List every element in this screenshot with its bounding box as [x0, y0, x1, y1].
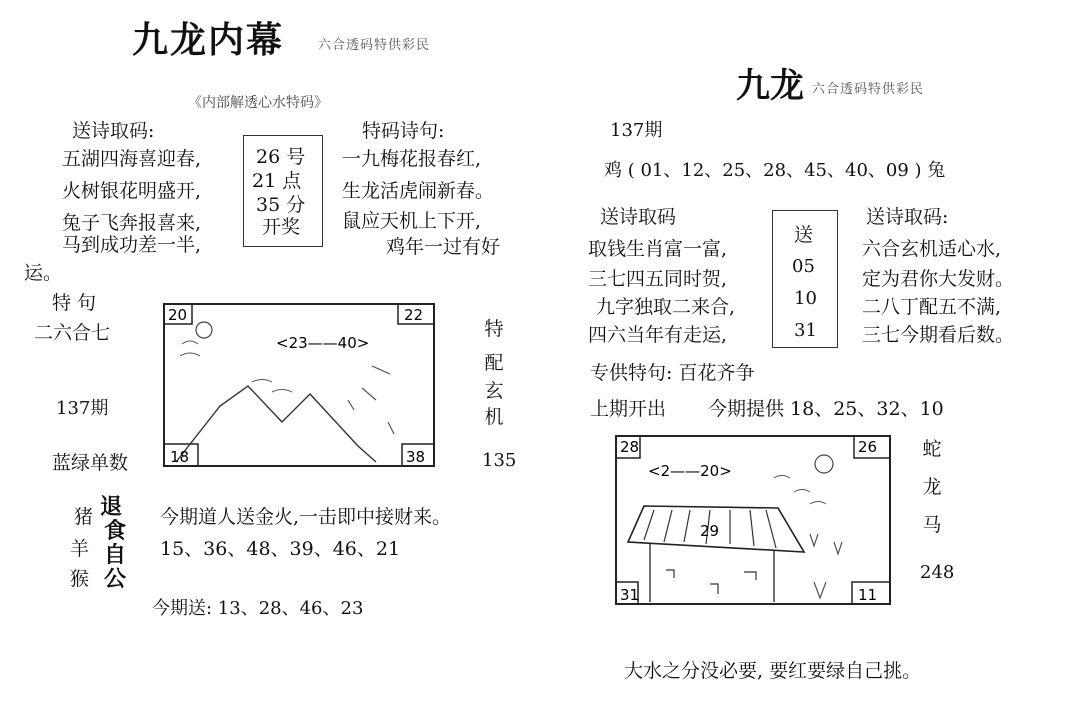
draw-box-line: 21 点	[252, 170, 302, 192]
stacked-char: 食	[104, 518, 127, 544]
left-subheading: 《内部解透心水特码》	[188, 95, 328, 111]
right-poem-b-line: 三七今期看后数。	[862, 324, 1015, 346]
sketch-range-label: <23——40>	[276, 334, 370, 352]
sketch-corner-label: 28	[620, 438, 640, 456]
stacked-char: 公	[104, 566, 127, 592]
left-poem-send-line: 马到成功差一半,	[62, 234, 202, 256]
left-title-sub: 六合透码特供彩民	[318, 38, 431, 53]
left-poem-special-line: 生龙活虎闹新春。	[342, 180, 495, 202]
right-poem-b-line: 定为君你大发财。	[862, 268, 1015, 290]
draw-box-line: 35 分	[256, 194, 306, 216]
sun-icon	[815, 455, 833, 473]
vertical-char: 玄	[484, 380, 504, 402]
right-poem-a-line: 取钱生肖富一富,	[588, 238, 728, 260]
provide-numbers: 今期提供 18、25、32、10	[708, 398, 944, 420]
right-sketch-drawing	[614, 434, 892, 606]
chicken-line: 鸡 ( 01、12、25、28、45、40、09 ) 兔	[604, 160, 946, 181]
left-right-number: 135	[482, 450, 517, 471]
special-label: 特 句	[52, 292, 97, 314]
left-poem-send-line: 火树银花明盛开,	[62, 180, 202, 202]
right-poem-a-line: 三七四五同时贺,	[588, 268, 728, 290]
mountain-lines	[176, 386, 376, 462]
stacked-char: 退	[100, 494, 123, 520]
send-box-line: 10	[794, 288, 817, 309]
send-box-line: 31	[794, 320, 817, 341]
right-number: 248	[920, 562, 955, 583]
sun-icon	[196, 322, 212, 338]
right-poem-b-line: 六合玄机适心水,	[862, 238, 1002, 260]
left-poem-send-line: 五湖四海喜迎春,	[62, 148, 202, 170]
draw-box-line: 26 号	[256, 146, 306, 168]
right-animal: 龙	[922, 476, 942, 498]
sketch-range-label: <2——20>	[648, 462, 732, 480]
left-sketch-drawing	[162, 302, 436, 468]
left-poem-special-label: 特码诗句:	[362, 120, 445, 142]
send-box-line: 送	[794, 224, 814, 246]
vertical-char: 配	[484, 352, 504, 374]
daoren-line: 今期道人送金火,一击即中接财来。	[160, 506, 452, 528]
right-issue: 137期	[610, 120, 663, 141]
special-phrase: 专供特句: 百花齐争	[590, 362, 755, 384]
right-poem-a-line: 九字独取二来合,	[596, 296, 736, 318]
grass-strokes	[810, 534, 842, 598]
stacked-char: 自	[104, 542, 127, 568]
draw-box-line: 开奖	[262, 216, 301, 238]
left-poem-special-line: 一九梅花报春红,	[342, 148, 482, 170]
animal: 猴	[70, 568, 90, 590]
animal: 羊	[70, 538, 90, 560]
animal: 猪	[74, 506, 94, 528]
sketch-corner-label: 22	[404, 306, 424, 324]
sketch-corner-label: 38	[406, 448, 426, 466]
right-footer: 大水之分没必要, 要红要绿自己挑。	[624, 660, 922, 682]
right-animal: 蛇	[922, 438, 942, 460]
house-windows	[666, 570, 756, 594]
right-poem-a-label: 送诗取码	[600, 206, 677, 228]
right-poem-b-line: 二八丁配五不满,	[862, 296, 1002, 318]
send-box-line: 05	[792, 256, 815, 277]
last-issue: 上期开出	[590, 398, 667, 420]
right-poem-a-line: 四六当年有走运,	[588, 324, 728, 346]
grass-strokes	[348, 366, 394, 434]
left-issue: 137期	[56, 398, 109, 419]
left-poem-wrap: 运。	[24, 262, 63, 284]
right-title-sub: 六合透码特供彩民	[812, 82, 925, 97]
left-poem-special-line: 鸡年一过有好	[386, 236, 501, 258]
roof-number: 29	[700, 522, 720, 540]
sketch-corner-label: 11	[858, 586, 878, 604]
sketch-corner-label: 18	[170, 448, 190, 466]
vertical-char: 机	[484, 406, 504, 428]
jinqi-send: 今期送: 13、28、46、23	[152, 598, 364, 619]
sketch-corner-label: 31	[620, 586, 640, 604]
left-poem-special-line: 鼠应天机上下开,	[342, 210, 482, 232]
right-poem-b-label: 送诗取码:	[866, 206, 949, 228]
left-poem-send-line: 兔子飞奔报喜来,	[62, 212, 202, 234]
daoren-numbers: 15、36、48、39、46、21	[160, 538, 401, 560]
left-title: 九龙内幕	[132, 19, 285, 61]
sketch-corner-label: 20	[168, 306, 188, 324]
special-value: 二六合七	[34, 322, 111, 344]
blue-green-label: 蓝绿单数	[52, 452, 129, 474]
sketch-corner-label: 26	[858, 438, 878, 456]
left-sketch	[162, 302, 436, 468]
sketch-frame	[164, 304, 434, 466]
cloud-strokes	[774, 476, 826, 505]
right-sketch	[614, 434, 892, 606]
right-title: 九龙	[736, 66, 804, 106]
left-poem-send-label: 送诗取码:	[72, 120, 155, 142]
right-animal: 马	[922, 514, 942, 536]
vertical-char: 特	[484, 318, 504, 340]
